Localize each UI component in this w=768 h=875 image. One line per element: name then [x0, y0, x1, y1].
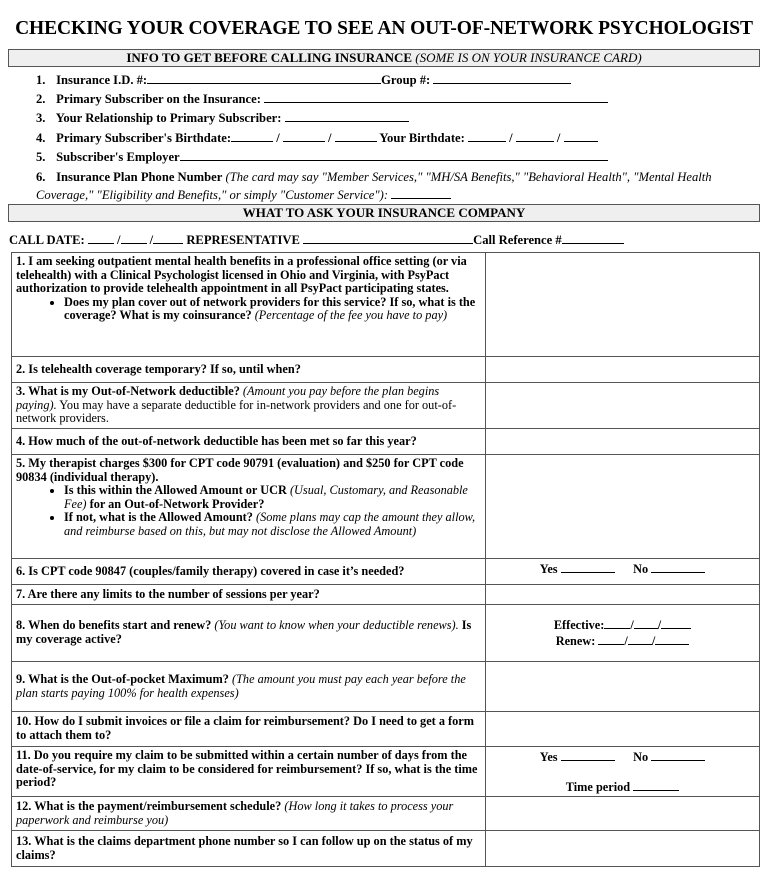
call-reference-label: Call Reference # — [473, 233, 562, 247]
answer-cell[interactable] — [486, 797, 760, 831]
answer-cell[interactable] — [486, 253, 760, 357]
effective-year-field[interactable] — [661, 617, 691, 629]
call-reference-field[interactable] — [562, 232, 624, 244]
plan-phone-label: Insurance Plan Phone Number — [56, 170, 223, 184]
employer-field[interactable] — [180, 149, 608, 161]
answer-cell[interactable] — [486, 712, 760, 747]
your-birthdate-label: Your Birthdate: — [379, 131, 465, 145]
answer-cell[interactable] — [486, 585, 760, 605]
question-row-2 — [12, 357, 760, 383]
yes-field[interactable] — [561, 561, 615, 573]
your-birth-month-field[interactable] — [468, 130, 506, 142]
subscriber-birth-day-field[interactable] — [283, 130, 325, 142]
group-number-field[interactable] — [433, 72, 571, 84]
question-text: 2. Is telehealth coverage temporary? If so, until when? — [12, 357, 486, 383]
your-birth-day-field[interactable] — [516, 130, 554, 142]
question-text: 10. How do I submit invoices or file a claim for reimbursement? Do I need to get a form to attach them to? — [12, 712, 486, 747]
questions-table — [11, 252, 760, 867]
question-text: 3. What is my Out-of-Network deductible? — [16, 384, 240, 398]
no-field[interactable] — [651, 561, 705, 573]
question-cell — [12, 605, 486, 662]
question-cell — [12, 455, 486, 559]
question-text: 4. How much of the out-of-network deductible has been met so far this year? — [12, 429, 486, 455]
plan-phone-note: (The card may say "Member Services," "MH/SA Benefits," "Behavioral Health", "Mental Health Coverage," "Eligibility and Benefits," or simply "Customer Service"): — [36, 170, 712, 202]
answer-cell[interactable] — [486, 357, 760, 383]
call-info-row: CALL DATE: / / REPRESENTATIVE Call Reference # — [9, 232, 624, 248]
call-month-field[interactable] — [88, 232, 114, 244]
question-bullet-end: for an Out-of-Network Provider? — [89, 496, 265, 511]
primary-subscriber-label: Primary Subscriber on the Insurance: — [56, 92, 261, 106]
item-number: 3. — [36, 111, 46, 125]
question-detail: You may have a separate deductible for in-network providers and one for out-of-network providers. — [16, 397, 457, 426]
question-row-10 — [12, 712, 760, 747]
your-birth-year-field[interactable] — [564, 130, 598, 142]
question-row-13 — [12, 831, 760, 867]
question-note: (The amount you must pay each year before the plan starts paying 100% for health expenses) — [16, 671, 466, 700]
time-period-field[interactable] — [633, 779, 679, 791]
effective-day-field[interactable] — [634, 617, 658, 629]
question-cell — [12, 253, 486, 357]
answer-cell[interactable]: Effective: / / Renew: / / — [486, 605, 760, 662]
question-cell — [12, 383, 486, 429]
question-text: 8. When do benefits start and renew? — [16, 618, 212, 633]
relationship-field[interactable] — [285, 110, 409, 122]
question-text: 1. I am seeking outpatient mental health benefits in a professional office setting (or via telehealth) with a Clinical Psychologist licensed in Ohio and Virginia, with PsyPact authorization to provide telehealth appointment in all PsyPact participating states. — [16, 254, 467, 296]
question-text: 13. What is the claims department phone number so I can follow up on the status of my claims? — [12, 831, 486, 867]
question-note: (Usual, Customary, and Reasonable Fee) — [64, 483, 468, 511]
question-row-9 — [12, 662, 760, 712]
answer-cell[interactable] — [486, 831, 760, 867]
yes-label: Yes — [539, 750, 558, 764]
info-section-header — [8, 49, 760, 67]
answer-cell[interactable] — [486, 383, 760, 429]
insurance-id-label: Insurance I.D. #: — [56, 73, 148, 87]
item-number: 2. — [36, 92, 46, 106]
answer-cell[interactable] — [486, 747, 760, 797]
question-cell — [12, 797, 486, 831]
info-item-birthdates: 4. Primary Subscriber's Birthdate: / / Your Birthdate: / / — [36, 130, 598, 145]
info-item-primary-subscriber — [36, 91, 608, 106]
question-text: 12. What is the payment/reimbursement schedule? — [16, 799, 282, 814]
question-text: 6. Is CPT code 90847 (couples/family therapy) covered in case it’s needed? — [12, 559, 486, 585]
answer-cell[interactable] — [486, 559, 760, 585]
plan-phone-field[interactable] — [391, 187, 451, 199]
item-number: 4. — [36, 131, 46, 145]
renew-month-field[interactable] — [598, 633, 624, 645]
effective-month-field[interactable] — [604, 617, 630, 629]
primary-subscriber-field[interactable] — [264, 91, 608, 103]
info-item-employer — [36, 149, 608, 164]
subscriber-birthdate-label: Primary Subscriber's Birthdate: — [56, 131, 232, 145]
renew-year-field[interactable] — [655, 633, 689, 645]
question-row-7 — [12, 585, 760, 605]
question-cell — [12, 662, 486, 712]
ask-section-header: WHAT TO ASK YOUR INSURANCE COMPANY — [8, 204, 760, 222]
no-label: No — [633, 562, 649, 576]
item-number: 1. — [36, 73, 46, 87]
answer-cell[interactable] — [486, 429, 760, 455]
info-item-plan-phone — [36, 168, 741, 204]
question-row-12 — [12, 797, 760, 831]
subscriber-birth-year-field[interactable] — [335, 130, 377, 142]
question-bullet: If not, what is the Allowed Amount? — [64, 510, 253, 525]
no-field[interactable] — [651, 749, 705, 761]
call-date-label: CALL DATE: — [9, 233, 85, 247]
question-note: (Amount you pay before the plan begins paying). — [16, 384, 440, 412]
renew-label: Renew: — [555, 634, 596, 648]
question-bullet: Is this within the Allowed Amount or UCR — [64, 483, 287, 498]
subscriber-birth-month-field[interactable] — [231, 130, 273, 142]
info-header-main: INFO TO GET BEFORE CALLING INSURANCE — [126, 50, 413, 65]
question-text: 11. Do you require my claim to be submitted within a certain number of days from the date-of-service, for my claim to be considered for reimbursement? If so, what is the time period? — [12, 747, 486, 797]
question-row-1 — [12, 253, 760, 357]
question-note: (How long it takes to process your paperwork and reimburse you) — [16, 799, 454, 827]
question-row-6 — [12, 559, 760, 585]
yes-label: Yes — [539, 562, 558, 576]
info-header-note: (SOME IS ON YOUR INSURANCE CARD) — [415, 50, 642, 65]
answer-cell[interactable] — [486, 662, 760, 712]
insurance-id-field[interactable] — [147, 72, 381, 84]
question-note: (Some plans may cap the amount they allow, and reimburse based on this, but may not disclose the Allowed Amount) — [64, 510, 476, 538]
question-text: 9. What is the Out-of-pocket Maximum? — [16, 671, 229, 686]
time-period-label: Time period — [565, 779, 631, 794]
no-label: No — [633, 750, 649, 764]
info-item-insurance-id — [36, 72, 571, 87]
renew-day-field[interactable] — [628, 633, 652, 645]
item-number: 6. — [36, 170, 46, 184]
call-day-field[interactable] — [121, 232, 147, 244]
question-text: 7. Are there any limits to the number of sessions per year? — [12, 585, 486, 605]
yes-field[interactable] — [561, 749, 615, 761]
question-bullet: Does my plan cover out of network providers for this service? If so, what is the coverage? What is my coinsurance? — [64, 294, 476, 323]
info-item-relationship — [36, 110, 409, 125]
question-row-8 — [12, 605, 760, 662]
employer-label: Subscriber's Employer — [56, 150, 180, 164]
question-detail: Is my coverage active? — [16, 618, 472, 646]
question-row-5 — [12, 455, 760, 559]
representative-field[interactable] — [303, 232, 473, 244]
call-year-field[interactable] — [153, 232, 183, 244]
question-row-11 — [12, 747, 760, 797]
question-note: (You want to know when your deductible renews). — [214, 618, 459, 633]
representative-label: REPRESENTATIVE — [186, 233, 300, 247]
item-number: 5. — [36, 150, 46, 164]
answer-cell[interactable] — [486, 455, 760, 559]
question-note: (Percentage of the fee you have to pay) — [254, 308, 448, 323]
effective-label: Effective: — [553, 618, 605, 633]
page-title: CHECKING YOUR COVERAGE TO SEE AN OUT-OF-NETWORK PSYCHOLOGIST — [15, 18, 753, 39]
question-text: 5. My therapist charges $300 for CPT code 90791 (evaluation) and $250 for CPT code 90834 (individual therapy). — [16, 456, 464, 484]
group-number-label: Group #: — [381, 73, 431, 87]
question-row-4 — [12, 429, 760, 455]
question-row-3 — [12, 383, 760, 429]
relationship-label: Your Relationship to Primary Subscriber: — [55, 111, 282, 125]
